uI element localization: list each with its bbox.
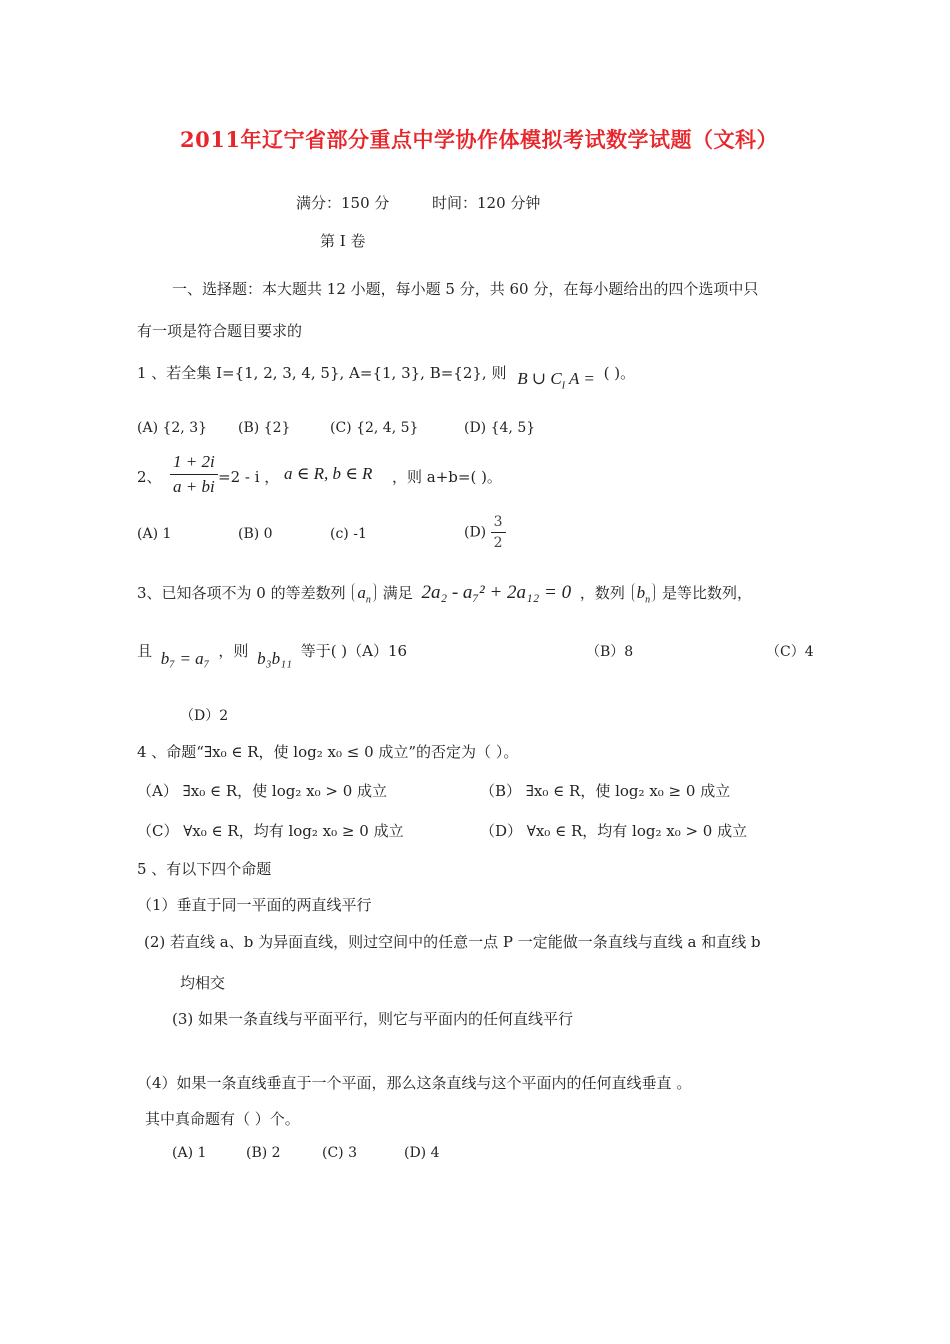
q2-num: 2、 (137, 468, 162, 486)
q3-line1: 3、已知各项不为 0 的等差数列 $a_n$ 满足 2a₂ - a₇² + 2a₁₂ = 0 ，数列 $b_n$ 是等比数列， (137, 582, 752, 606)
q2-frac-denominator: a + bi (170, 474, 218, 497)
q1-option-c: (C) {2, 4, 5} (330, 420, 419, 436)
q1-option-b: (B) {2} (238, 420, 291, 436)
q3-option-c: （C）4 (766, 644, 814, 660)
q2-optd-den: 2 (491, 532, 506, 551)
q3-option-d: （D）2 (180, 708, 229, 724)
q3-sequence-a: $a_n$ (352, 583, 376, 602)
q2-option-a: (A) 1 (137, 526, 172, 542)
q3-option-b: （B）8 (586, 644, 634, 660)
q2-option-d: (D) $\frac{3}{2}$ (464, 514, 506, 551)
q5-proposition-3: (3) 如果一条直线与平面平行，则它与平面内的任何直线平行 (172, 1010, 574, 1028)
q5-option-c: (C) 3 (322, 1145, 357, 1161)
exam-time: 时间：120 分钟 (432, 194, 541, 212)
q4-option-c: （C） ∀x₀ ∈ R，均有 log₂ x₀ ≥ 0 成立 (137, 822, 404, 840)
page-title: 2011年辽宁省部分重点中学协作体模拟考试数学试题（文科） (180, 127, 778, 152)
q5-proposition-2-line2: 均相交 (180, 974, 226, 992)
q1-option-d: (D) {4, 5} (464, 420, 536, 436)
q2-fraction (170, 452, 218, 496)
q3-product: b₃b₁₁ (257, 649, 292, 668)
q2-option-c: (c) -1 (330, 526, 367, 542)
q3-condition: b₇ = a₇ (160, 649, 210, 668)
q1-formula: B ∪ $C_I$ A = (517, 369, 595, 392)
q2-frac-numerator: 1 + 2i (173, 452, 215, 471)
q1-option-a: (A) {2, 3} (137, 420, 208, 436)
q4-option-a: （A） ∃x₀ ∈ R，使 log₂ x₀ > 0 成立 (137, 782, 388, 800)
q1-blank: ( )。 (603, 364, 636, 382)
q2-rhs: =2 - i ， (218, 468, 280, 486)
q4-option-d: （D） ∀x₀ ∈ R，均有 log₂ x₀ > 0 成立 (480, 822, 748, 840)
q2-optd-num: 3 (493, 514, 503, 530)
q5-proposition-1: （1）垂直于同一平面的两直线平行 (137, 896, 372, 914)
q2-option-b: (B) 0 (238, 526, 273, 542)
section-heading-line1: 一、选择题：本大题共 12 小题，每小题 5 分，共 60 分，在每小题给出的四个选项中只 (172, 280, 759, 298)
q3-line2: 且 b₇ = a₇ ，则 b₃b₁₁ 等于( )（A）16 (137, 642, 408, 668)
q1-stem (137, 362, 636, 392)
q5-option-d: (D) 4 (404, 1145, 440, 1161)
q5-proposition-2-line1: (2) 若直线 a、b 为异面直线，则过空间中的任意一点 P 一定能做一条直线与直线 a 和直线 b (144, 933, 761, 951)
q5-option-b: (B) 2 (246, 1145, 281, 1161)
q4-option-b: （B） ∃x₀ ∈ R，使 log₂ x₀ ≥ 0 成立 (480, 782, 731, 800)
q3-sequence-b: $b_n$ (632, 583, 656, 602)
q5-proposition-4: （4）如果一条直线垂直于一个平面，那么这条直线与这个平面内的任何直线垂直 。 (137, 1074, 692, 1092)
q2-tail: ，则 a+b=( )。 (392, 468, 502, 486)
q2-condition: a ∈ R, b ∈ R (284, 464, 373, 483)
q5-option-a: (A) 1 (172, 1145, 207, 1161)
q1-text: 1 、若全集 I={1, 2, 3, 4, 5}, A={1, 3}, B={2}, 则 (137, 364, 507, 382)
q4-stem: 4 、命题“∃x₀ ∈ R，使 log₂ x₀ ≤ 0 成立”的否定为（ ）。 (137, 743, 519, 761)
volume-label: 第 I 卷 (320, 232, 366, 250)
q3-equation: 2a₂ - a₇² + 2a₁₂ = 0 (421, 582, 572, 603)
q5-ask: 其中真命题有（ ）个。 (145, 1110, 300, 1128)
section-heading-line2: 有一项是符合题目要求的 (137, 322, 303, 340)
full-score: 满分：150 分 (296, 194, 390, 212)
q5-stem: 5 、有以下四个命题 (137, 860, 272, 878)
